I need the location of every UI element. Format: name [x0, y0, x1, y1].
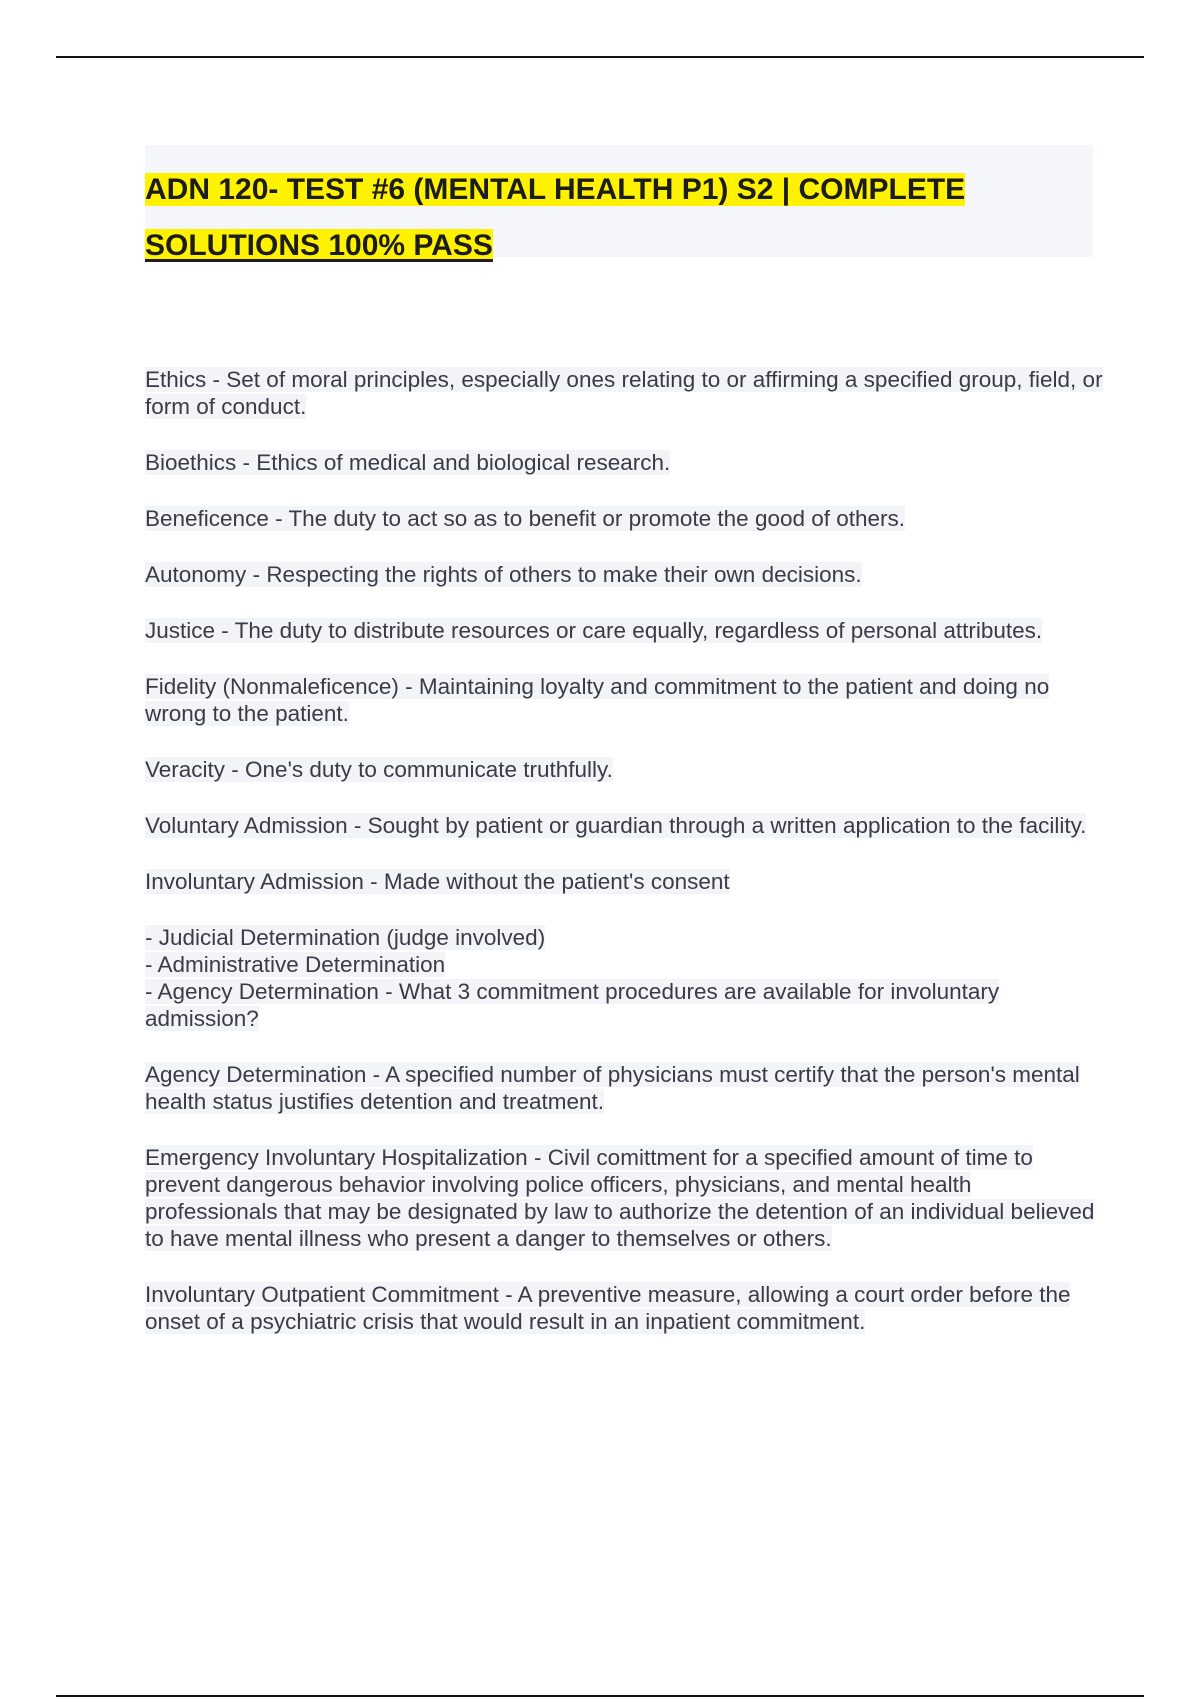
- definition-entry: Voluntary Admission - Sought by patient or guardian through a written application to the facility.: [145, 813, 1087, 838]
- entry-term: Involuntary Outpatient Commitment: [145, 1282, 499, 1307]
- definition-entry: Involuntary Admission - Made without the patient's consent: [145, 869, 730, 894]
- entry-definition: Set of moral principles, especially ones relating to or affirming a specified group, field, or form of conduct.: [145, 367, 1103, 419]
- entry-definition: Respecting the rights of others to make their own decisions.: [266, 562, 862, 587]
- definition-entry: Veracity - One's duty to communicate truthfully.: [145, 757, 613, 782]
- definition-entry: Autonomy - Respecting the rights of others to make their own decisions.: [145, 562, 862, 587]
- entry-definition: Sought by patient or guardian through a written application to the facility.: [367, 813, 1087, 838]
- entry-definition: The duty to act so as to benefit or promote the good of others.: [288, 506, 906, 531]
- entry-definition: Ethics of medical and biological research.: [256, 450, 671, 475]
- title-line-2: SOLUTIONS 100% PASS: [145, 229, 493, 262]
- bottom-divider: [56, 1695, 1144, 1697]
- entry-term: Agency Determination: [145, 1062, 367, 1087]
- list-item: - Administrative Determination: [145, 952, 446, 977]
- commitment-procedures-list: [145, 924, 1105, 1032]
- definition-entry: Justice - The duty to distribute resources or care equally, regardless of personal attributes.: [145, 618, 1043, 643]
- top-divider: [56, 56, 1144, 58]
- entry-term: Emergency Involuntary Hospitalization: [145, 1145, 528, 1170]
- entry-term: Voluntary Admission: [145, 813, 348, 838]
- entry-definition: A specified number of physicians must certify that the person's mental health status justifies detention and treatment.: [145, 1062, 1080, 1114]
- definitions-list: [145, 366, 1105, 1364]
- entry-term: Involuntary Admission: [145, 869, 364, 894]
- entry-definition: The duty to distribute resources or care equally, regardless of personal attributes.: [234, 618, 1043, 643]
- entry-term: Autonomy: [145, 562, 247, 587]
- entry-term: Veracity: [145, 757, 226, 782]
- entry-term: Ethics: [145, 367, 207, 392]
- definition-entry: Bioethics - Ethics of medical and biological research.: [145, 450, 671, 475]
- definition-entry: Agency Determination - A specified number of physicians must certify that the person's mental health status justifies detention and treatment.: [145, 1062, 1080, 1114]
- title-line-1: ADN 120- TEST #6 (MENTAL HEALTH P1) S2 | COMPLETE: [145, 173, 966, 206]
- document-title: [145, 162, 1015, 274]
- entry-definition: Maintaining loyalty and commitment to the patient and doing no wrong to the patient.: [145, 674, 1050, 726]
- definition-entry: Emergency Involuntary Hospitalization - Civil comittment for a specified amount of time to prevent dangerous behavior involving police officers, physicians, and mental health professionals that may be designated by law to authorize the detention of an individual believed to have mental illness who present a danger to themselves or others.: [145, 1145, 1095, 1251]
- list-item: - Agency Determination - What 3 commitment procedures are available for involuntary admission?: [145, 979, 1000, 1031]
- list-item: - Judicial Determination (judge involved): [145, 925, 546, 950]
- entry-term: Bioethics: [145, 450, 237, 475]
- definition-entry: Beneficence - The duty to act so as to benefit or promote the good of others.: [145, 506, 906, 531]
- entry-definition: A preventive measure, allowing a court order before the onset of a psychiatric crisis that would result in an inpatient commitment.: [145, 1282, 1071, 1334]
- definition-entry: Fidelity (Nonmaleficence) - Maintaining loyalty and commitment to the patient and doing no wrong to the patient.: [145, 674, 1050, 726]
- definition-entry: Ethics - Set of moral principles, especially ones relating to or affirming a specified group, field, or form of conduct.: [145, 367, 1103, 419]
- entry-term: Justice: [145, 618, 216, 643]
- entry-definition: Made without the patient's consent: [383, 869, 730, 894]
- definition-entry: Involuntary Outpatient Commitment - A preventive measure, allowing a court order before the onset of a psychiatric crisis that would result in an inpatient commitment.: [145, 1282, 1071, 1334]
- entry-definition: Civil comittment for a specified amount of time to prevent dangerous behavior involving police officers, physicians, and mental health professionals that may be designated by law to authorize the detention of an individual believed to have mental illness who present a danger to themselves or others.: [145, 1145, 1095, 1251]
- entry-definition: One's duty to communicate truthfully.: [245, 757, 613, 782]
- entry-term: Fidelity (Nonmaleficence): [145, 674, 399, 699]
- entry-term: Beneficence: [145, 506, 269, 531]
